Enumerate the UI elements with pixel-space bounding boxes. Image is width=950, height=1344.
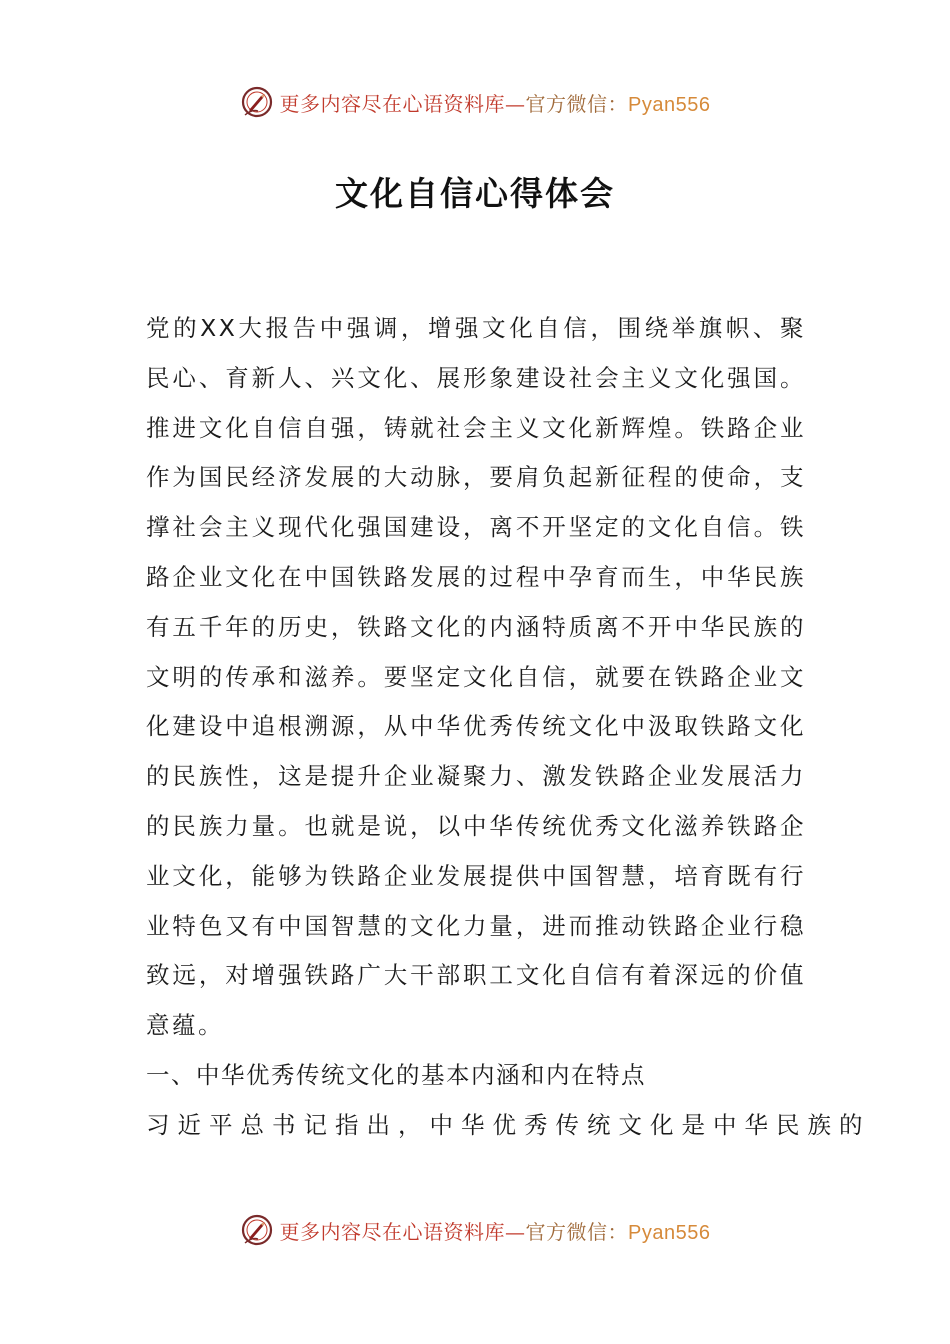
watermark-account: Pyan556 — [628, 1221, 711, 1244]
watermark-wechat-label: 官方微信： — [525, 91, 629, 116]
watermark-slogan: 更多内容尽在心语资料库 — [279, 91, 506, 116]
watermark-text — [280, 88, 711, 117]
watermark-text — [280, 1216, 711, 1245]
footer-watermark — [0, 1208, 950, 1252]
document-title: 文化自信心得体会 — [335, 174, 615, 213]
body-paragraph: 党的XX大报告中强调，增强文化自信，围绕举旗帜、聚民心、育新人、兴文化、展形象建设社会主义文化强国。推进文化自信自强，铸就社会主义文化新辉煌。铁路企业作为国民经济发展的大动脉，要肩负起新征程的使命，支撑社会主义现代化强国建设，离不开坚定的文化自信。铁路企业文化在中国铁路发展的过程中孕育而生，中华民族有五千年的历史，铁路文化的内涵特质离不开中华民族的文明的传承和滋养。要坚定文化自信，就要在铁路企业文化建设中追根溯源，从中华优秀传统文化中汲取铁路文化的民族性，这是提升企业凝聚力、激发铁路企业发展活力的民族力量。也就是说，以中华传统优秀文化滋养铁路企业文化，能够为铁路企业发展提供中国智慧，培育既有行业特色又有中国智慧的文化力量，进而推动铁路企业行稳致远，对增强铁路广大干部职工文化自信有着深远的价值意蕴。 — [146, 314, 806, 1040]
document-body — [146, 304, 871, 1151]
pen-nib-circle-icon — [240, 85, 274, 119]
pen-nib-circle-icon — [240, 1213, 274, 1247]
section-heading: 一、中华优秀传统文化的基本内涵和内在特点 — [146, 1060, 646, 1089]
watermark-account: Pyan556 — [628, 93, 711, 116]
watermark-wechat-label: 官方微信： — [525, 1219, 629, 1244]
watermark-slogan: 更多内容尽在心语资料库 — [279, 1219, 506, 1244]
header-watermark — [0, 80, 950, 124]
section-first-line: 习近平总书记指出，中华优秀传统文化是中华民族的 — [146, 1110, 871, 1139]
watermark-dash: — — [505, 1219, 526, 1244]
watermark-dash: — — [505, 91, 526, 116]
